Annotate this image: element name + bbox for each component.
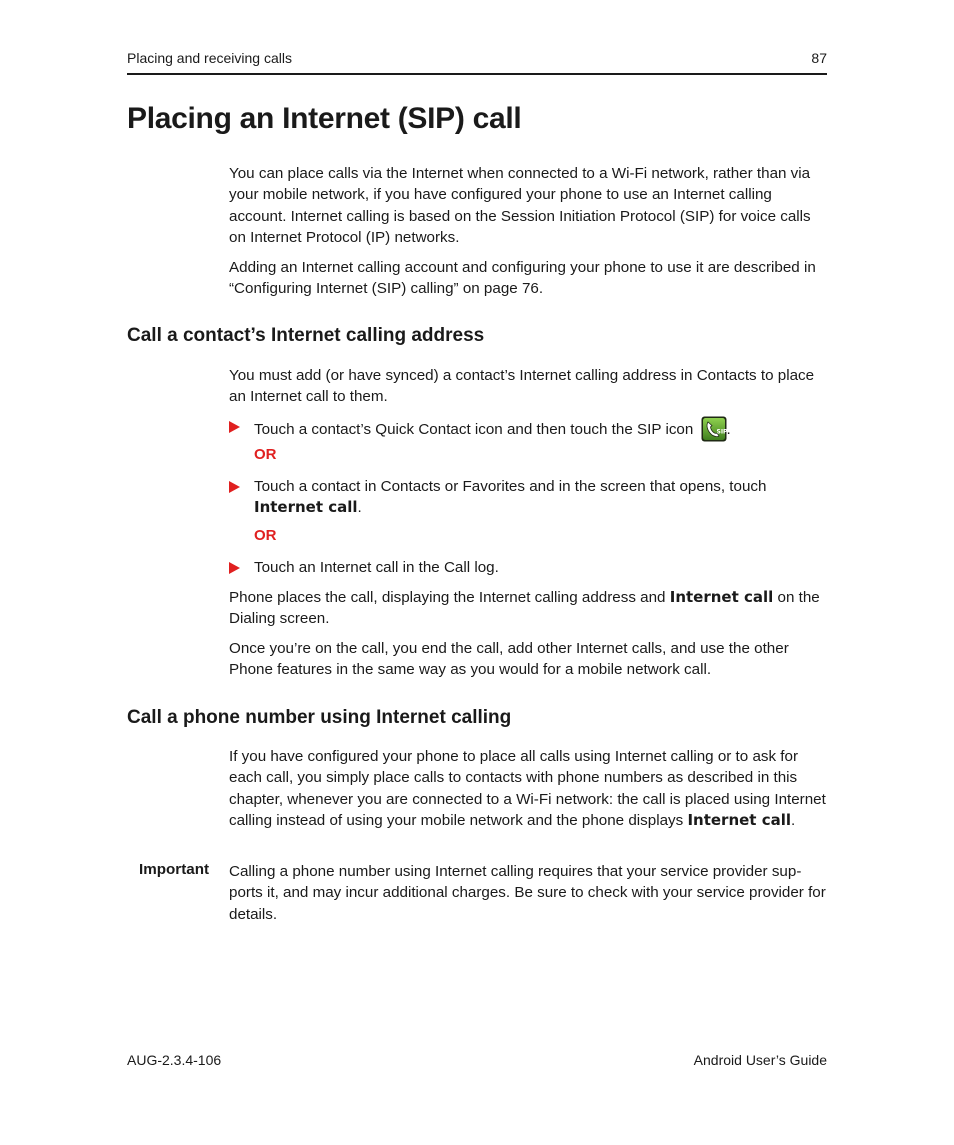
intro-paragraph-2: Adding an Internet calling account and configuring your phone to use it are described in “Configuring Internet (SIP) calling” on page 76. — [229, 259, 816, 298]
red-triangle-bullet-icon — [229, 421, 240, 433]
bullet1-text: Touch a contact’s Quick Contact icon and then touch the SIP icon — [254, 421, 694, 438]
sip-phone-icon — [701, 416, 727, 442]
important-note-text: Calling a phone number using Internet calling requires that your service provider sup-ports it, and may incur additional charges. Be sure to check with your service provider for details. — [229, 863, 826, 923]
ui-term-internet-call: Internet call — [687, 810, 791, 829]
or-separator-2: OR — [254, 527, 277, 544]
important-note-label: Important — [139, 861, 210, 878]
or-separator-1: OR — [254, 446, 277, 463]
ui-term-internet-call: Internet call — [254, 498, 358, 517]
intro-paragraph-1: You can place calls via the Internet when connected to a Wi-Fi network, rather than via your mobile network, if you have configured your phone to use an Internet calling account. Internet calling is based on the Session Initiation Protocol (SIP) for voice calls on Internet Protocol (IP) networks. — [229, 165, 811, 246]
section1-paragraph-3: Once you’re on the call, you end the call, add other Internet calls, and use the other Phone features in the same way as you would for a mobile network call. — [229, 640, 789, 679]
red-triangle-bullet-icon — [229, 562, 240, 574]
section1-paragraph-2: Phone places the call, displaying the Internet calling address and Internet call on the Dialing screen. — [229, 588, 820, 628]
header-section-title: Placing and receiving calls — [127, 50, 292, 66]
svg-text:SIP: SIP — [716, 428, 727, 436]
footer-doc-title: Android User’s Guide — [693, 1052, 827, 1068]
bullet3-text: Touch an Internet call in the Call log. — [254, 559, 499, 576]
page-header — [127, 48, 827, 75]
section2-paragraph-1: If you have configured your phone to place all calls using Internet calling or to ask for each call, you simply place calls to contacts with phone numbers as described in this chapter, whenever you are connected to a Wi-Fi network: the call is placed using Internet calling instead of using your mobile network and the phone displays Internet call. — [229, 748, 826, 829]
section-heading-contact-address: Call a contact’s Internet calling address — [127, 325, 485, 346]
red-triangle-bullet-icon — [229, 481, 240, 493]
section1-paragraph-1: You must add (or have synced) a contact’s Internet calling address in Contacts to place an Internet call to them. — [229, 367, 815, 406]
footer-doc-code: AUG-2.3.4-106 — [127, 1052, 222, 1068]
section-heading-phone-number: Call a phone number using Internet calling — [127, 707, 512, 728]
ui-term-internet-call: Internet call — [669, 588, 774, 606]
page-title: Placing an Internet (SIP) call — [127, 102, 522, 135]
header-page-number: 87 — [811, 50, 827, 66]
bullet2-text: Touch a contact in Contacts or Favorites and in the screen that opens, touch — [254, 478, 767, 495]
